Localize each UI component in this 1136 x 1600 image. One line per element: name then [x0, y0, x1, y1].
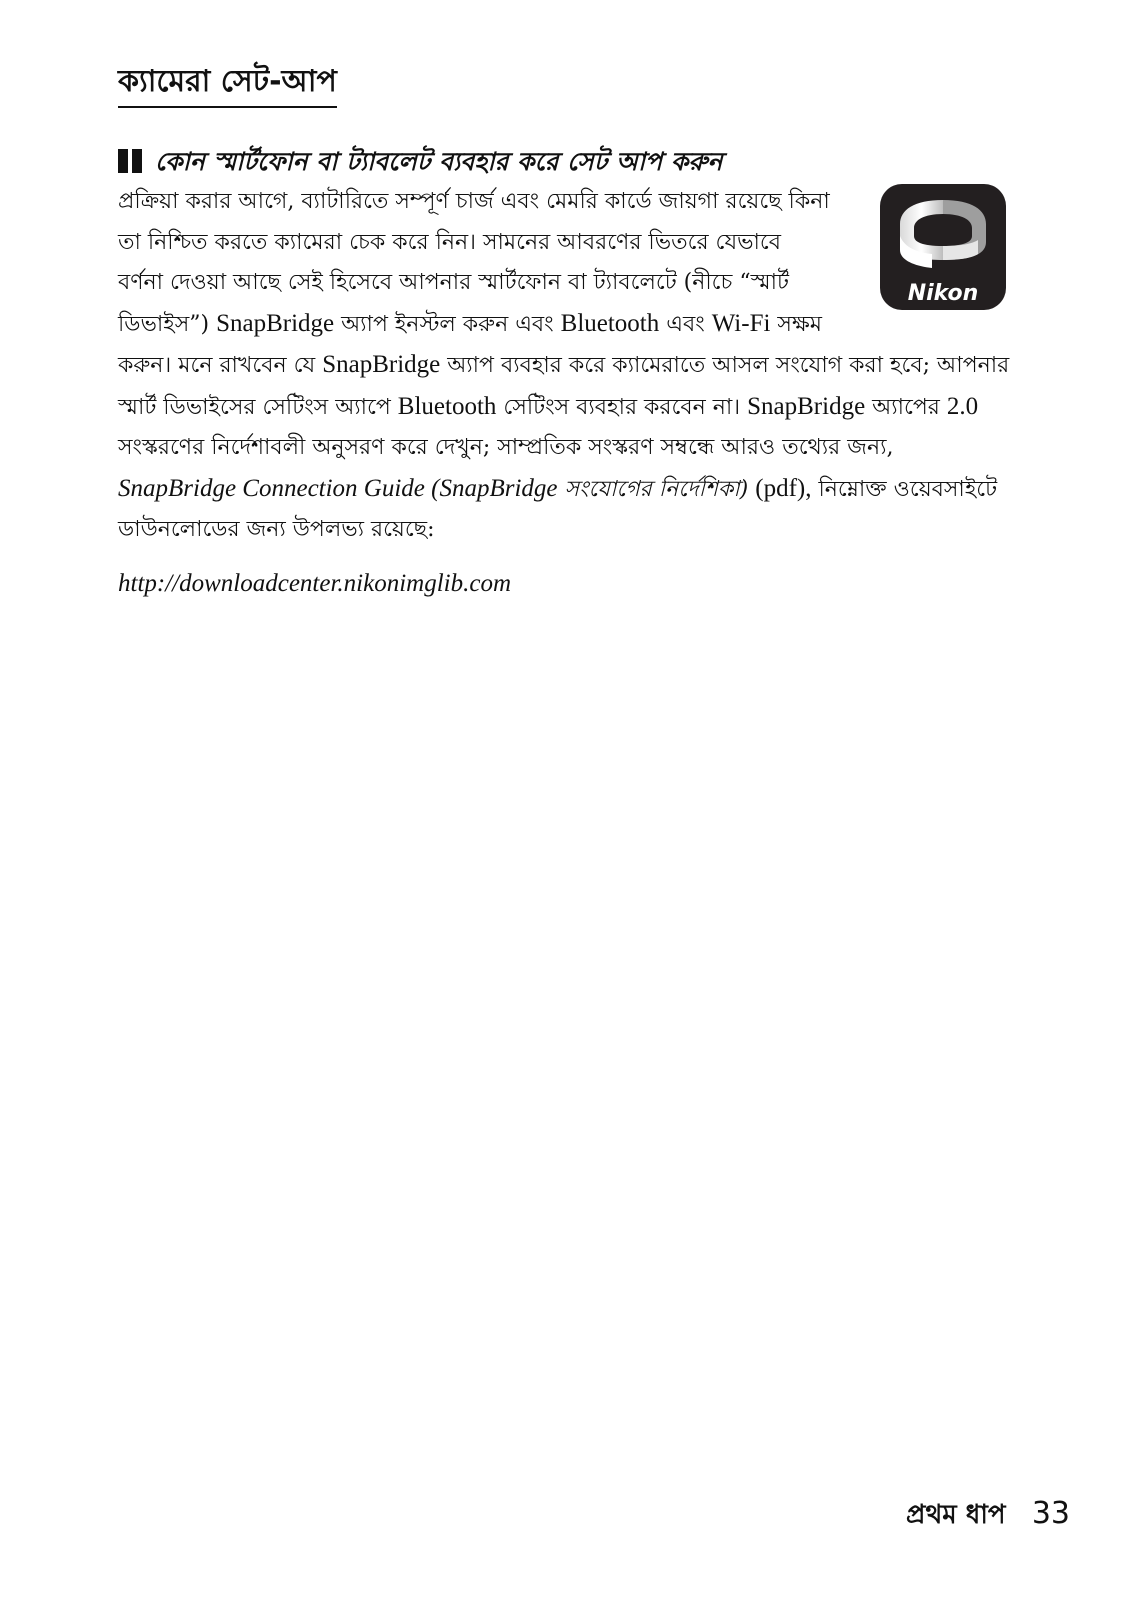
page-number: 33: [1031, 1496, 1070, 1531]
pdf-note: (pdf),: [755, 474, 812, 502]
footer-section-label: প্রথম ধাপ: [906, 1500, 1006, 1530]
bluetooth-term: Bluetooth: [560, 309, 660, 337]
guide-title-bengali: সংযোগের নির্দেশিকা): [564, 476, 749, 502]
bluetooth-term: Bluetooth: [397, 392, 497, 420]
body-text-7: অ্যাপের: [872, 394, 940, 420]
body-text-3: এবং: [666, 311, 705, 337]
body-text-6: সেটিংস ব্যবহার করবেন না।: [503, 394, 741, 420]
snapbridge-term: SnapBridge: [216, 309, 335, 337]
body-text-4: সক্ষম করুন। মনে রাখবেন যে: [118, 311, 822, 378]
section-heading-text: কোন স্মার্টফোন বা ট্যাবলেট ব্যবহার করে সেট আপ করুন: [155, 147, 723, 176]
page-title: ক্যামেরা সেট-আপ: [118, 62, 337, 108]
body-text-1: প্রক্রিয়া করার আগে, ব্যাটারিতে সম্পূর্ণ চার্জ এবং মেমরি কার্ডে জায়গা রয়েছে কিনা তা নিশ্চিত করতে ক্যামেরা চেক করে নিন। সামনের আবরণের ভিতরে যেভাবে বর্ণনা দেওয়া আছে সেই হিসেবে আপনার স্মার্টফোন বা ট্যাবলেটে (নীচে “স্মার্ট ডিভাইস”): [118, 189, 830, 337]
section-marker-icon: [118, 149, 143, 173]
body-text-8: সংস্করণের নির্দেশাবলী অনুসরণ করে দেখুন; সাম্প্রতিক সংস্করণ সম্বন্ধে আরও তথ্যের জন্য,: [118, 435, 894, 460]
download-url[interactable]: http://downloadcenter.nikonimglib.com: [118, 570, 512, 597]
page-footer: [906, 1494, 1070, 1535]
section-heading: [118, 144, 878, 180]
guide-title: SnapBridge Connection Guide (SnapBridge: [118, 474, 558, 502]
body-text-9: নিম্নোক্ত ওয়েবসাইটে ডাউনলোডের জন্য উপলভ্য রয়েছে:: [118, 476, 998, 542]
body-paragraph: [118, 182, 1013, 551]
body-text-5: অ্যাপ ব্যবহার করে ক্যামেরাতে আসল সংযোগ করা হবে; আপনার স্মার্ট ডিভাইসের সেটিংস অ্যাপে: [118, 353, 1010, 420]
snapbridge-term: SnapBridge: [322, 351, 441, 378]
snapbridge-term: SnapBridge: [747, 392, 866, 420]
body-text-2: অ্যাপ ইনস্টল করুন এবং: [341, 311, 554, 337]
version-number: 2.0: [946, 392, 979, 420]
app-icon-label: Nikon: [907, 281, 979, 306]
wifi-term: Wi-Fi: [711, 309, 771, 337]
